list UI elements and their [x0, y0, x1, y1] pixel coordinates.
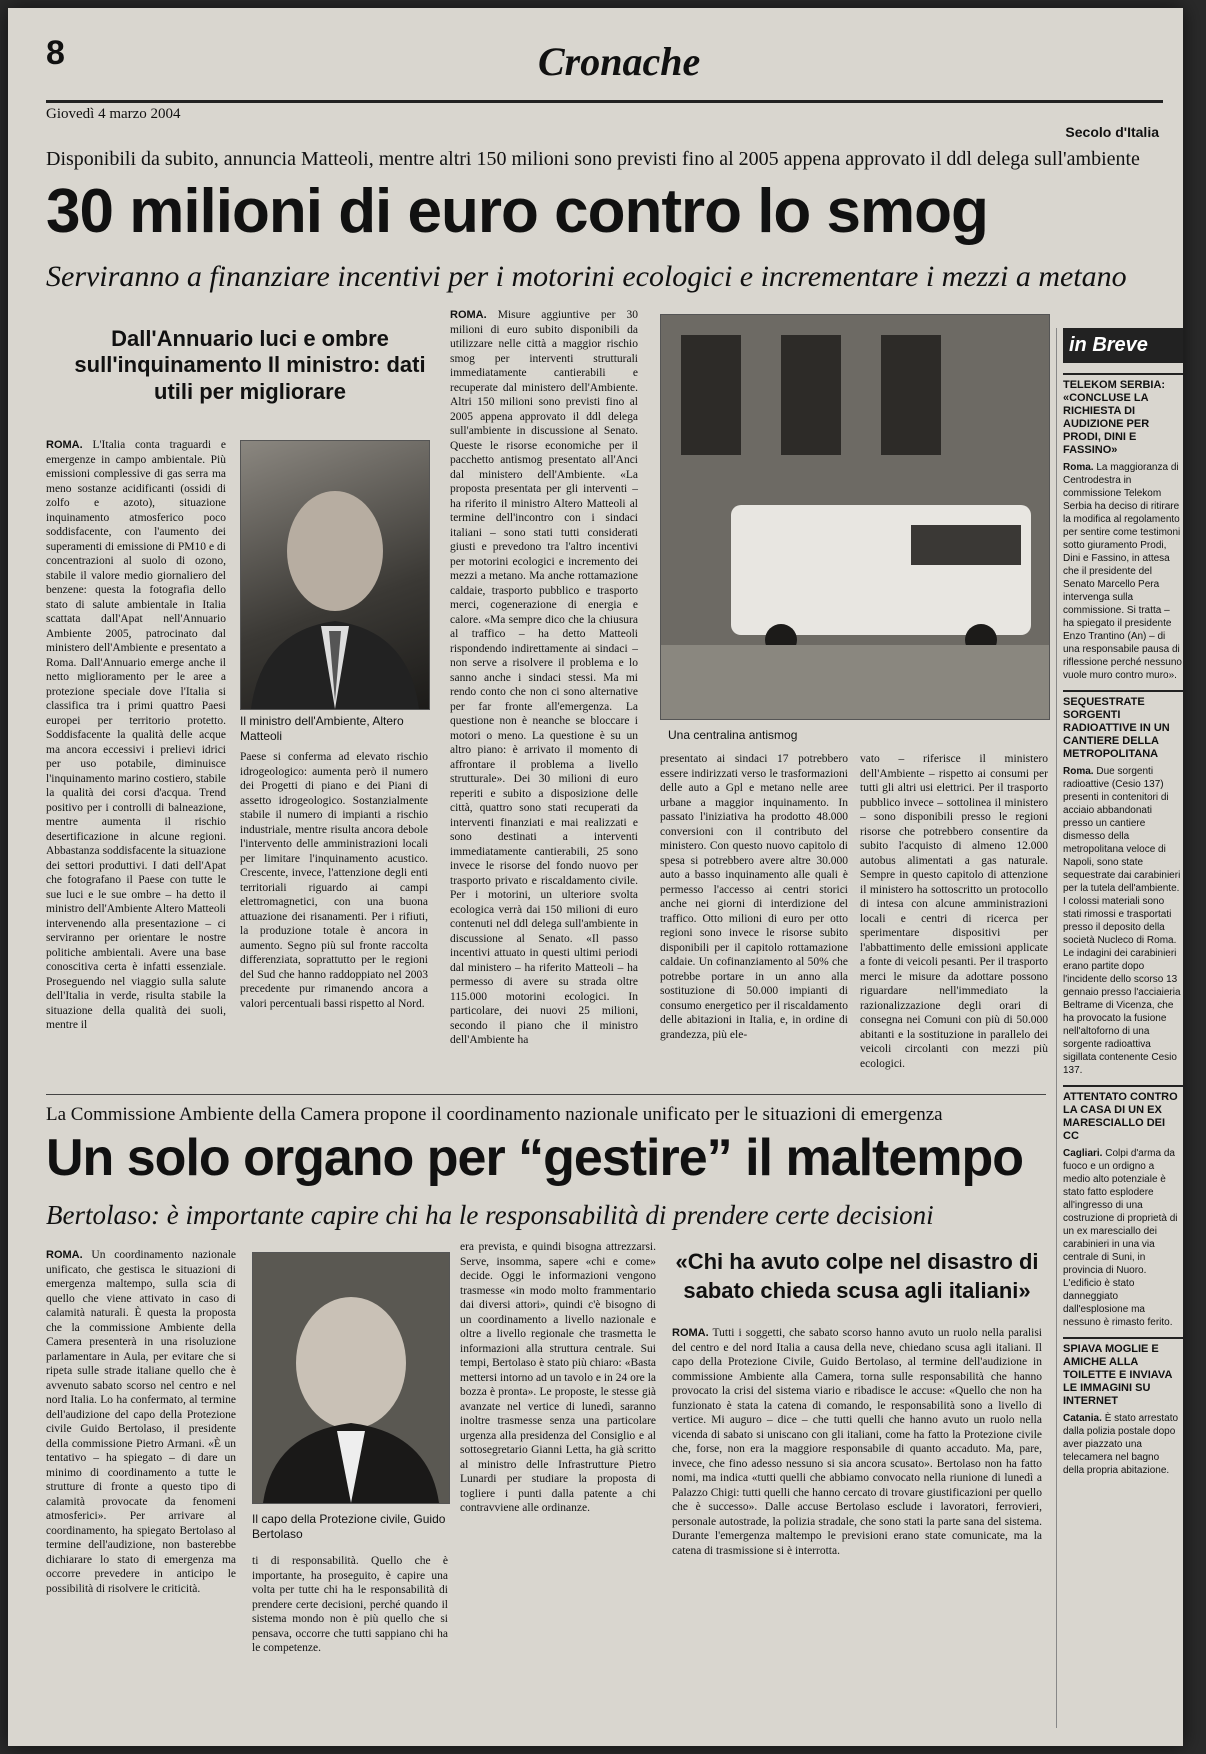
paper-name: Secolo d'Italia: [1065, 124, 1159, 140]
article1-column-2: [240, 750, 428, 1080]
street-scene-illustration: [661, 315, 1049, 719]
article1-col2-text: Paese si conferma ad elevato rischio idrogeologico: aumenta però il numero dei Progetti di piano e dei Piani di assetto idrogeologico. Sostanzialmente stabile il numero di impianti a rischio industriale, mentre risulta ancora debole l'intervento delle amministrazioni locali per limitare l'inquinamento acustico. Crescente, invece, l'attenzione degli enti territoriali riguardo ai campi elettromagnetici, con una buona attuazione dei risanamenti. Per i rifiuti, la produzione totale è ancora in aumento. Segno più sul fronte raccolta differenziata, soprattutto per le regioni del Sud che hanno raddoppiato nel 2003 precedente pur rimanendo ancora a valori percentuali bassi rispetto al Nord.: [240, 751, 428, 1010]
dateline: ROMA.: [672, 1327, 709, 1339]
brief-title: SPIAVA MOGLIE E AMICHE ALLA TOILETTE E INVIAVA LE IMMAGINI SU INTERNET: [1063, 1337, 1183, 1408]
article1-column-5: [860, 752, 1048, 1080]
article2-col3-text: era prevista, e quindi bisogna attrezzarsi. Serve, insomma, sapere «chi e come» decide. Oggi le informazioni vengono trasmesse «in modo molto frammentario dai diversi attori», quindi c'è bisogno di un coordinamento a livello nazionale e oltre a livello regionale che trasmetta le informazioni alla struttura centrale. Sui tempi, Bertolaso è stato più chiaro: «Basta mettersi intorno ad un tavolo e in 24 ore la bozza è pronta». Le proposte, le stesse già avanzate nel vertice di lunedì, saranno inoltre trasmesse senza una particolare urgenza alla presidenza del Consiglio e al sottosegretario Gianni Letta, ha già scritto al ministro delle Infrastrutture Pietro Lunardi per studiare la proposta di togliere i punti dalla patente a chi contravviene alle ordinanze.: [460, 1241, 656, 1514]
portrait-illustration: [241, 441, 429, 709]
dateline: ROMA.: [46, 1249, 83, 1261]
article1-column-1: [46, 438, 226, 1078]
portrait-illustration: [253, 1253, 449, 1503]
smog-station-photo: [660, 314, 1050, 720]
article1-headline: 30 milioni di euro contro lo smog: [46, 177, 988, 246]
section-logo: Cronache: [538, 39, 701, 84]
article1-col5-text: vato – riferisce il ministero dell'Ambiente – rispetto ai consumi per tutti gli altri usi elettrici. Per il trasporto pubblico invece – sottolinea il ministero – sono disponibili presso le regioni risorse che potrebbero consentire da subito l'acquisto di almeno 12.000 autobus alimentati a gas naturale. Sempre in questo capitolo di attenzione il ministero ha sottoscritto un protocollo di intesa con alcune amministrazioni locali e centri di ricerca per sperimentare dispositivi per l'abbattimento delle emissioni applicate a fonte di veicoli pesanti. Per il trasporto merci le misure da adottare possono riguardare nell'immediato la razionalizzazione degli orari di consegna nei Comuni con più di 50.000 abitanti e la sostituzione in parallelo dei veicoli circolanti con mezzi più ecologici.: [860, 753, 1048, 1070]
article2-kicker: La Commissione Ambiente della Camera propone il coordinamento nazionale unificato per le situazioni di emergenza: [46, 1104, 943, 1125]
brief-body: [1063, 1147, 1183, 1329]
brief-title: TELEKOM SERBIA: «CONCLUSE LA RICHIESTA DI AUDIZIONE PER PRODI, DINI E FASSINO»: [1063, 373, 1183, 457]
article2-col2-text: ti di responsabilità. Quello che è importante, ha proseguito, è capire una volta per tutte chi ha le responsabilità di prendere certe decisioni, perché quando il sistema mondo non è più quello che si pensava, occorre che tutti sappiano chi ha le competenze.: [252, 1555, 448, 1654]
brief-text: La maggioranza di Centrodestra in commissione Telekom Serbia ha deciso di ritirare la modifica al regolamento per sentire come testimoni sotto giuramento Prodi, Dini e Fassino, in attesa che il presidente del Senato Marcello Pera intervenga sulla commissione. Si tratta – ha spiegato il presidente Enzo Trantino (An) – di una responsabile pausa di riflessione perché nessuno vuole muro contro muro».: [1063, 462, 1182, 681]
article1-col4-text: presentato ai sindaci 17 potrebbero essere indirizzati verso le trasformazioni delle auto a Gpl e metano nelle aree urbane a maggior inquinamento. In passato l'iniziativa ha prodotto 48.000 conversioni con il contributo del ministero. Con questo nuovo capitolo di spesa si potrebbero avere altre 30.000 auto a basso inquinamento alle quali è permesso l'accesso ai centri storici anche nei giorni di interdizione del traffico. Otto milioni di euro per otto regioni sono invece le risorse subito disponibili per il capitolo rottamazione caldaie. Un cofinanziamento al 50% che potrebbe portare in un anno alla sostituzione di 50.000 impianti di consumo energetico per il riscaldamento delle abitazioni in Italia, e, in ordine di grandezza, più ele-: [660, 753, 848, 1041]
brief-title: ATTENTATO CONTRO LA CASA DI UN EX MARESCIALLO DEI CC: [1063, 1085, 1183, 1143]
smog-photo-caption: Una centralina antismog: [668, 728, 798, 742]
brief-title: SEQUESTRATE SORGENTI RADIOATTIVE IN UN CANTIERE DELLA METROPOLITANA: [1063, 690, 1183, 761]
minister-photo-caption: Il ministro dell'Ambiente, Altero Matteoli: [240, 714, 404, 743]
article1-col3-text: Misure aggiuntive per 30 milioni di euro subito disponibili da utilizzare nelle città a maggior rischio smog per interventi strutturali immediatamente cantierabili e recuperate dal ministero dell'Ambiente. Altri 150 milioni sono previsti fino al 2005 appena approvato il ddl delega sull'ambiente in discussione al Senato. Queste le risorse economiche per il pacchetto antismog presentato all'Anci dal ministero dell'Ambiente. «La proposta presentata per gli interventi – ha riferito il ministro Altero Matteoli al termine dell'incontro con i sindaci italiani – sono stati tutti considerati giusti e prevedono tra l'altro incentivi per motorini ecologici e incremento dei mezzi a metano. Ma anche rottamazione caldaie, trasporto pubblico e trasporto merci, cogenerazione di energia e calore. «Ma sempre dico che la chiusura al traffico – ha detto Matteoli rispondendo indirettamente ai sindaci – non serve a risolvere il problema e lo sanno anche i sindaci stessi. Ma mi rendo conto che non ci sono alternative per far fronte all'emergenza. La questione non è neanche se bloccare i motori o meno. La questione è su un altro piano: è arrivato il momento di affrontare il problema a livello strutturale». Dei 30 milioni di euro reperiti e subito a disposizione delle città, quattro sono stati recuperati da interventi finanziati e mai realizzati e sono destinati a interventi immediatamente cantierabili, 25 sono invece le risorse del fondo nuovo per trasporto privato e riscaldamento civile. Per i motorini, un ulteriore svolta ecologica verrà dai 150 milioni di euro contenuti nel ddl delega sull'ambiente in discussione al Senato. «Il passo incentivi attuato in questi ultimi periodi dal ministero – ha riferito Matteoli – ha permesso di avere su strada oltre 115.000 motorini ecologici. In particolare, dei nuovi 25 milioni, secondo il piano che il ministro dell'Ambiente ha: [450, 309, 638, 1046]
article2-col1-text: Un coordinamento nazionale unificato, che gestisca le situazioni di emergenza maltempo, sulla scia di quello che viene attivato in caso di calamità naturali. È questa la proposta che la commissione Ambiente della Camera presenterà in una risoluzione parlamentare in Aula, per evitare che si ripeta sulle strade italiane quello che è avvenuto sabato scorso nel centro e nel nord Italia. Lo ha confermato, al termine dell'audizione del capo della Protezione civile Guido Bertolaso, il presidente della commissione Pietro Armani. «È un tentativo – ha spiegato – di dare un minimo di coordinamento a tutte le strutture di fronte a questo tipo di calamità provocate da fenomeni atmosferici». Per arrivare al coordinamento, ha spiegato Bertolaso al termine dell'audizione, non basterebbe dichiarare lo stato di emergenza ma occorre prevedere in anticipo le possibilità di risolvere le criticità.: [46, 1249, 236, 1595]
article1-subhead: Serviranno a finanziare incentivi per i motorini ecologici e incrementare i mezzi a metano: [46, 260, 1127, 293]
article2-col4-text: Tutti i soggetti, che sabato scorso hanno avuto un ruolo nella paralisi del centro e del nord Italia a causa della neve, chiedano scusa agli italiani. Il capo della Protezione Civile, Guido Bertolaso, al termine dell'audizione in commissione Ambiente alla Camera, torna sulle responsabilità che hanno provocato la crisi del sistema viario e ribadisce le accuse: «Quello che non ha funzionato è stata la catena di comando, le responsabilità sono a livello di vertice. Mi auguro – dice – che tutti quelli che hanno avuto un ruolo nella vicenda di sabato si uniscano con gli italiani, come ha fatto la Protezione civile che, forse, non era la maggiore responsabile di quanto accaduto. Ma, pare, invece, che fino adesso nessuno si sia ancora scusato». Bertolaso non ha fatto nomi, ma indica «tutti quelli che abbiamo convocato nella riunione di lunedì a Palazzo Chigi: tutti quelli che hanno cercato di trovare giustificazioni per quello che è successo». Dalle accuse Bertolaso esclude i lavoratori, ferrovieri, personale autostrade, la polizia stradale, che sono stati la parte sana del sistema. Durante l'emergenza maltempo le previsioni erano state comunicate, ma la catena di trasmissione si è interrotta.: [672, 1327, 1042, 1557]
article1-column-4: [660, 752, 848, 1080]
article1-col1-text: L'Italia conta traguardi e emergenze in campo ambientale. Più emissioni complessive di gas serra ma meno sostanze acidificanti (ossidi di zolfo e azoto), situazione inquinamento atmosferico poco soddisfacente, con l'aumento dei superamenti di emissione di PM10 e di concentrazioni al suolo di ozono, stabile il valore medio giornaliero del benzene: questa la fotografia dello stato di salute ambientale in Italia scattata dall'Apat nell'Annuario Ambiente 2005, patrocinato dal ministero dell'Ambiente e presentato a Roma. Dall'Annuario emerge anche il netto miglioramento per le aree a protezione speciale dove l'Italia si classifica tra i primi quattro Paesi europei per territorio protetto. Soddisfacente la qualità delle acque ma ancora eccessivi i prelievi idrici per uso potabile, diminuisce l'inquinamento marino costiero, stabile la qualità dei corsi d'acqua. Trend positivo per i controlli di balneazione, mentre aumenta il rischio desertificazione in alcune regioni. Abbastanza soddisfacente la situazione dei settori produttivi. I dati dell'Apat che fotografano il Paese con tutte le sue luci e le sue ombre – ha detto il ministro dell'Ambiente Altero Matteoli intervenendo alla presentazione – ci serviranno per orientare le nostre politiche ambientali. Avere una base conoscitiva certa è infatti essenziale. Proseguendo nel viaggio sulla salute dell'Italia in verde, risulta stabile la situazione della qualità dei suoli, mentre il: [46, 439, 226, 1031]
issue-date: Giovedì 4 marzo 2004: [46, 106, 181, 122]
article1-kicker: Disponibili da subito, annuncia Matteoli, mentre altri 150 milioni sono previsti fino al 2005 appena approvato il ddl delega sull'ambiente: [46, 148, 1140, 170]
brief-text: Due sorgenti radioattive (Cesio 137) presenti in contenitori di acciaio abbandonati presso un cantiere dismesso della metropolitana veloce di Napoli, sono state sequestrate dai carabinieri per la tutela dell'ambiente. I colossi materiali sono stati rimossi e trasportati presso il deposito della società Nucleco di Roma. Le indagini dei carabinieri erano partite dopo l'incidente dello scorso 13 gennaio presso l'acciaieria Beltrame di Vicenza, che ha provocato la fusione nell'altoforno di una sorgente radioattiva sigillata contenente Cesio 137.: [1063, 766, 1181, 1076]
dateline: ROMA.: [46, 439, 83, 451]
page-number: 8: [46, 34, 65, 72]
newspaper-page: [8, 8, 1183, 1746]
dateline: Catania.: [1063, 1413, 1102, 1424]
article2-headline: Un solo organo per “gestire” il maltempo: [46, 1129, 1024, 1187]
dateline: Cagliari.: [1063, 1148, 1103, 1159]
article1-side-title: Dall'Annuario luci e ombre sull'inquinamento Il ministro: dati utili per migliorare: [74, 326, 426, 404]
brief-body: [1063, 1412, 1183, 1477]
article2-subhead: Bertolaso: è importante capire chi ha le responsabilità di prendere certe decisioni: [46, 1200, 934, 1230]
in-breve-sidebar: [1056, 328, 1183, 1728]
brief-text: È stato arrestato dalla polizia postale dopo aver piazzato una telecamera nel bagno della propria abitazione.: [1063, 1413, 1179, 1476]
brief-body: [1063, 461, 1183, 682]
brief-text: Colpi d'arma da fuoco e un ordigno a medio alto potenziale è stato fatto esplodere all'ingresso di una costruzione di proprietà di un ex maresciallo dei carabinieri in una via centrale di Suni, in provincia di Nuoro. L'edificio è stato danneggiato dall'esplosione ma nessuno è rimasto ferito.: [1063, 1148, 1178, 1328]
article2-quote-title: «Chi ha avuto colpe nel disastro di sabato chieda scusa agli italiani»: [675, 1249, 1039, 1303]
section-divider: [46, 1094, 1046, 1095]
article2-column-3: [460, 1240, 656, 1734]
dateline: Roma.: [1063, 462, 1094, 473]
article2-column-2: [252, 1554, 448, 1734]
dateline: ROMA.: [450, 309, 487, 321]
brief-body: [1063, 765, 1183, 1077]
article2-column-1: [46, 1248, 236, 1734]
dateline: Roma.: [1063, 766, 1094, 777]
minister-photo: [240, 440, 430, 710]
bertolaso-photo-caption: Il capo della Protezione civile, Guido Bertolaso: [252, 1512, 446, 1541]
bertolaso-photo: [252, 1252, 450, 1504]
header-rule: [46, 100, 1163, 103]
article1-column-3: [450, 308, 638, 1080]
article2-column-4: [672, 1326, 1042, 1734]
in-breve-tag: in Breve: [1063, 328, 1183, 363]
